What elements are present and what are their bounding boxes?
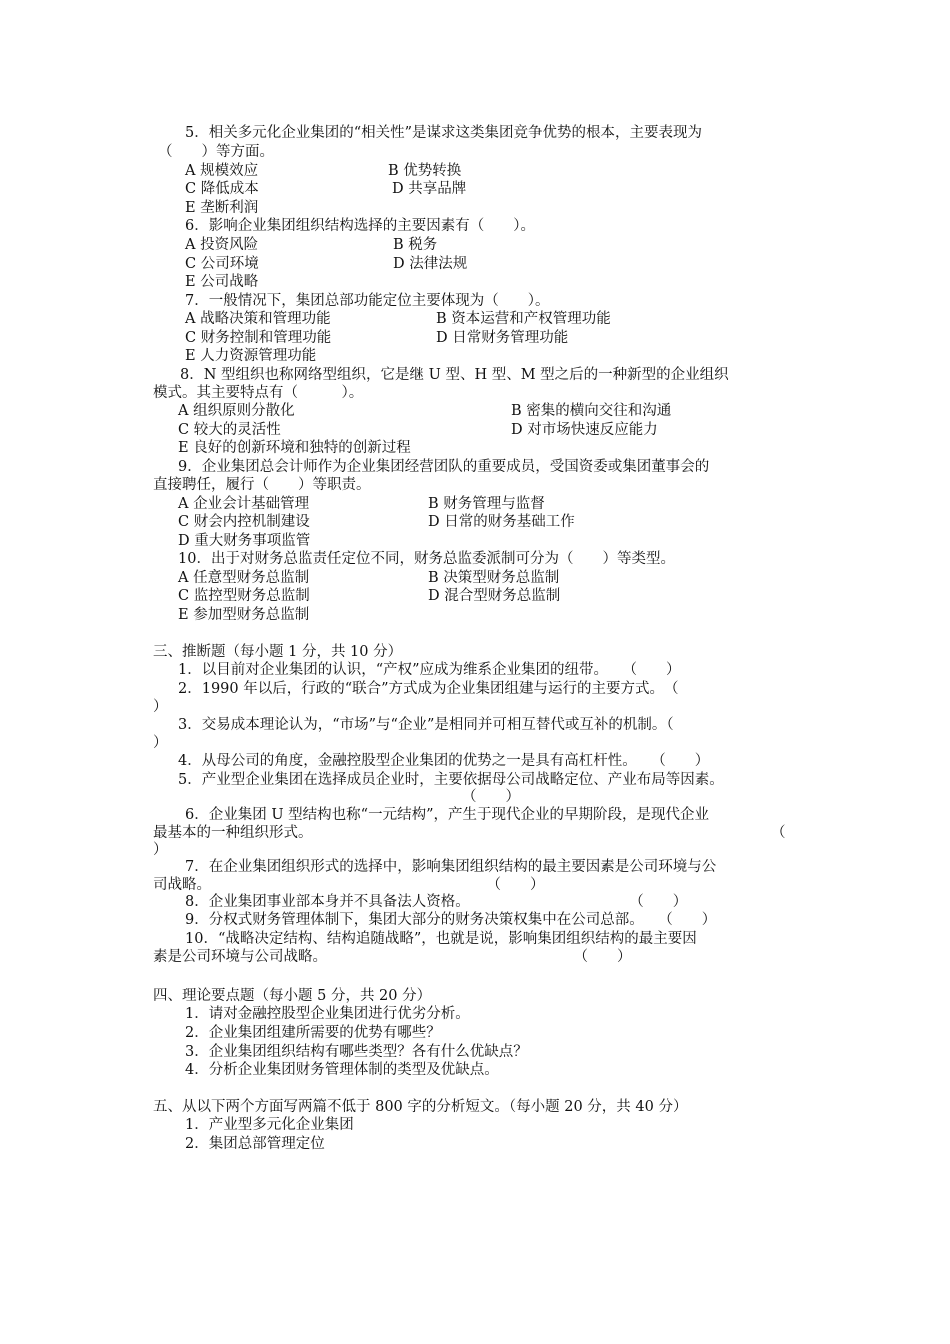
mc-q7-option-b: B 资本运营和产权管理功能: [436, 311, 611, 327]
mc-q7-stem: 7．一般情况下，集团总部功能定位主要体现为（ ）。: [185, 293, 550, 309]
mc-q9-option-d: D 日常的财务基础工作: [428, 514, 575, 530]
section-theory-heading: 四、理论要点题（每小题 5 分，共 20 分）: [153, 988, 432, 1004]
judge-q6-cont: 最基本的一种组织形式。: [153, 825, 313, 841]
mc-q7-option-e: E 人力资源管理功能: [185, 348, 317, 364]
mc-q6-option-b: B 税务: [393, 237, 438, 253]
theory-q1: 1．请对金融控股型企业集团进行优劣分析。: [185, 1006, 470, 1022]
judge-q6-bracket-close: ）: [153, 842, 168, 858]
judge-q5-bracket: （ ）: [462, 789, 520, 805]
mc-q8-option-a: A 组织原则分散化: [178, 403, 295, 419]
mc-q6-stem: 6．影响企业集团组织结构选择的主要因素有（ ）。: [185, 218, 535, 234]
mc-q5-option-d: D 共享品牌: [392, 181, 467, 197]
theory-q4: 4．分析企业集团财务管理体制的类型及优缺点。: [185, 1062, 499, 1078]
section-judgment-heading: 三、推断题（每小题 1 分，共 10 分）: [153, 644, 403, 660]
judge-q1: 1．以目前对企业集团的认识，“产权”应成为维系企业集团的纽带。 （ ）: [178, 662, 681, 678]
mc-q8-stem-cont: 模式。其主要特点有（ ）。: [153, 385, 364, 401]
judge-q8: 8．企业集团事业部本身并不具备法人资格。 （ ）: [185, 894, 688, 910]
mc-q7-option-d: D 日常财务管理功能: [436, 330, 569, 346]
mc-q8-option-d: D 对市场快速反应能力: [511, 422, 658, 438]
mc-q9-option-b: B 财务管理与监督: [428, 496, 545, 512]
mc-q8-option-e: E 良好的创新环境和独特的创新过程: [178, 440, 411, 456]
mc-q9-option-e: D 重大财务事项监管: [178, 533, 311, 549]
mc-q10-option-c: C 监控型财务总监制: [178, 588, 310, 604]
mc-q6-option-e: E 公司战略: [185, 274, 259, 290]
mc-q5-option-a: A 规模效应: [185, 163, 259, 179]
judge-q9: 9．分权式财务管理体制下，集团大部分的财务决策权集中在公司总部。 （ ）: [185, 912, 717, 928]
mc-q10-option-d: D 混合型财务总监制: [428, 588, 561, 604]
judge-q5: 5．产业型企业集团在选择成员企业时，主要依据母公司战略定位、产业布局等因素。: [178, 772, 724, 788]
mc-q6-option-d: D 法律法规: [393, 256, 468, 272]
mc-q9-stem: 9．企业集团总会计师作为企业集团经营团队的重要成员，受国资委或集团董事会的: [178, 459, 710, 475]
judge-q7: 7．在企业集团组织形式的选择中，影响集团组织结构的最主要因素是公司环境与公: [185, 859, 717, 875]
judge-q3-bracket: ）: [153, 735, 168, 751]
mc-q6-option-a: A 投资风险: [185, 237, 259, 253]
mc-q7-option-c: C 财务控制和管理功能: [185, 330, 332, 346]
essay-q1: 1．产业型多元化企业集团: [185, 1117, 354, 1133]
judge-q6-bracket-open: （: [771, 825, 786, 841]
judge-q2: 2．1990 年以后，行政的“联合”方式成为企业集团组建与运行的主要方式。 （: [178, 681, 679, 697]
mc-q8-option-b: B 密集的横向交往和沟通: [511, 403, 672, 419]
judge-q10: 10．“战略决定结构、结构追随战略”，也就是说，影响集团组织结构的最主要因: [185, 931, 697, 947]
judge-q7-cont: 司战略。 （ ）: [153, 877, 545, 893]
mc-q5-stem: 5．相关多元化企业集团的“相关性”是谋求这类集团竞争优势的根本，主要表现为: [185, 125, 703, 141]
mc-q5-option-b: B 优势转换: [388, 163, 462, 179]
theory-q3: 3．企业集团组织结构有哪些类型？各有什么优缺点？: [185, 1044, 528, 1060]
judge-q3: 3．交易成本理论认为，“市场”与“企业”是相同并可相互替代或互补的机制。（: [178, 717, 674, 733]
mc-q9-option-a: A 企业会计基础管理: [178, 496, 310, 512]
mc-q10-stem: 10．出于对财务总监责任定位不同，财务总监委派制可分为（ ）等类型。: [178, 551, 675, 567]
mc-q5-stem-cont: （ ）等方面。: [158, 144, 274, 160]
mc-q10-option-b: B 决策型财务总监制: [428, 570, 560, 586]
mc-q9-stem-cont: 直接聘任，履行（ ）等职责。: [153, 477, 371, 493]
mc-q10-option-e: E 参加型财务总监制: [178, 607, 310, 623]
judge-q4: 4．从母公司的角度，金融控股型企业集团的优势之一是具有高杠杆性。 （ ）: [178, 753, 710, 769]
judge-q2-bracket: ）: [153, 699, 168, 715]
section-essay-heading: 五、从以下两个方面写两篇不低于 800 字的分析短文。（每小题 20 分，共 40 分）: [153, 1099, 688, 1115]
mc-q5-option-e: E 垄断利润: [185, 200, 259, 216]
mc-q5-option-c: C 降低成本: [185, 181, 259, 197]
essay-q2: 2．集团总部管理定位: [185, 1136, 325, 1152]
judge-q6: 6．企业集团 U 型结构也称“一元结构”，产生于现代企业的早期阶段，是现代企业: [185, 807, 709, 823]
mc-q7-option-a: A 战略决策和管理功能: [185, 311, 331, 327]
mc-q10-option-a: A 任意型财务总监制: [178, 570, 310, 586]
judge-q10-cont: 素是公司环境与公司战略。 （ ）: [153, 949, 632, 965]
mc-q8-option-c: C 较大的灵活性: [178, 422, 281, 438]
theory-q2: 2．企业集团组建所需要的优势有哪些？: [185, 1025, 441, 1041]
mc-q9-option-c: C 财会内控机制建设: [178, 514, 310, 530]
mc-q8-stem: 8．N 型组织也称网络型组织，它是继 U 型、H 型、M 型之后的一种新型的企业组织: [180, 367, 729, 383]
mc-q6-option-c: C 公司环境: [185, 256, 259, 272]
